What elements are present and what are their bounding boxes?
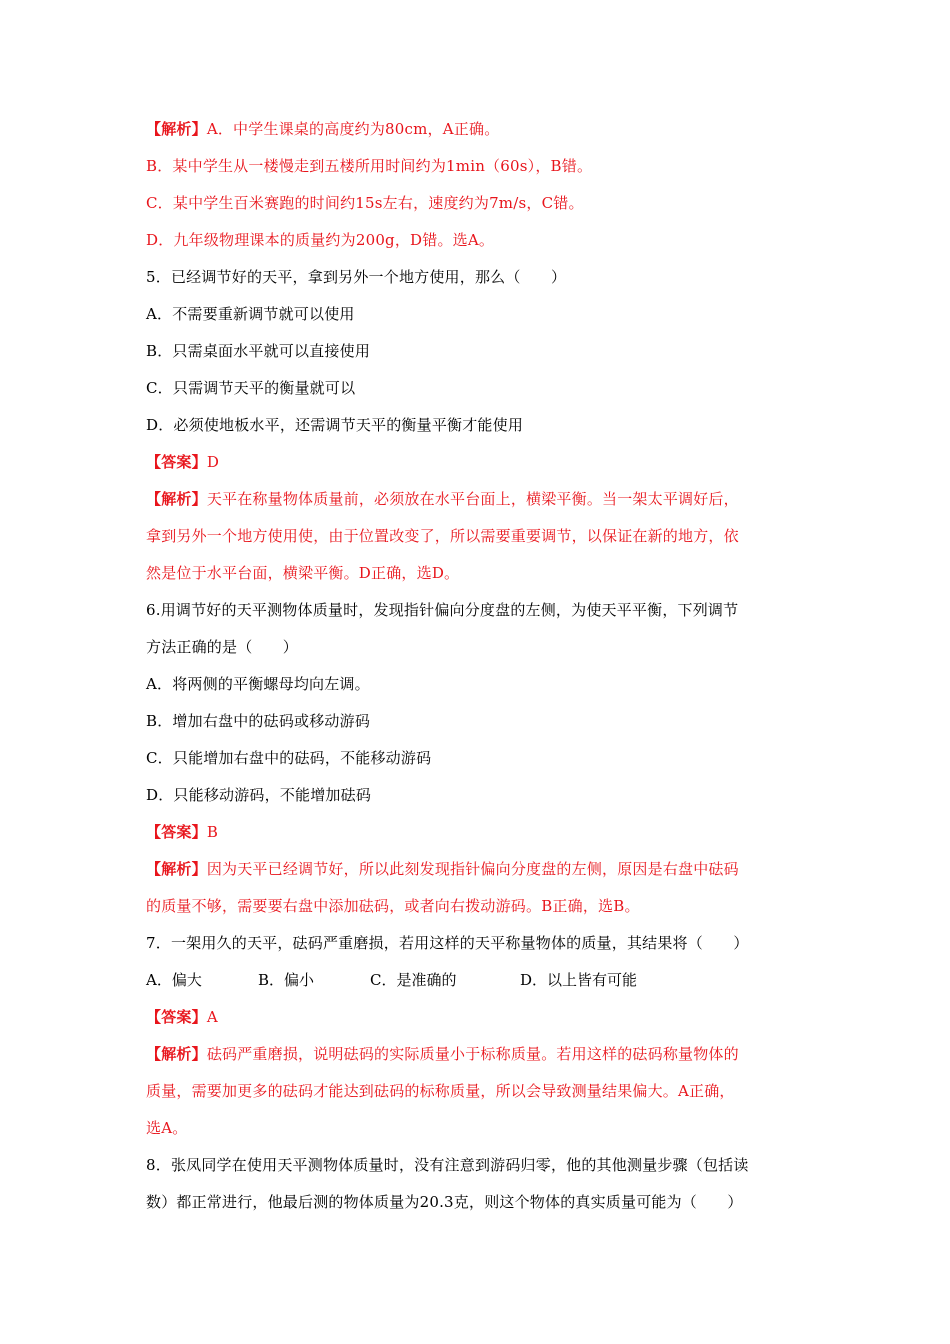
explanation-label: 【解析】 [146, 1045, 207, 1063]
question-5-stem [146, 267, 810, 287]
answer-line [146, 1007, 810, 1027]
explanation-text: 拿到另外一个地方使用使，由于位置改变了，所以需要重要调节，以保证在新的地方，依 [146, 527, 739, 545]
question-8-stem-continued [146, 1192, 810, 1212]
option-text: A．将两侧的平衡螺母均向左调。 [146, 675, 370, 693]
explanation-line [146, 193, 810, 213]
question-6-stem-continued [146, 637, 810, 657]
question-7-option-b [258, 970, 314, 990]
question-7-option-d [520, 970, 637, 990]
question-text: 8．张凤同学在使用天平测物体质量时，没有注意到游码归零，他的其他测量步骤（包括读 [146, 1156, 749, 1174]
question-text: 5．已经调节好的天平，拿到另外一个地方使用，那么（ ） [146, 268, 567, 286]
question-8-stem [146, 1155, 810, 1175]
answer-text: D [206, 453, 220, 471]
answer-line [146, 452, 810, 472]
explanation-text: D．九年级物理课本的质量约为200g，D错。选A。 [146, 231, 495, 249]
explanation-line [146, 526, 810, 546]
option-text: B．只需桌面水平就可以直接使用 [146, 342, 371, 360]
question-6-stem [146, 600, 810, 620]
option-text: B．增加右盘中的砝码或移动游码 [146, 712, 371, 730]
option-text: C．只需调节天平的衡量就可以 [146, 379, 356, 397]
question-5-option-b [146, 341, 810, 361]
answer-label: 【答案】 [146, 823, 207, 841]
explanation-label: 【解析】 [146, 860, 207, 878]
question-text: 方法正确的是（ ） [146, 638, 299, 656]
question-7-option-c [370, 970, 456, 990]
explanation-text: 的质量不够，需要要右盘中添加砝码，或者向右拨动游码。B正确，选B。 [146, 897, 640, 915]
question-6-option-d [146, 785, 810, 805]
explanation-line [146, 896, 810, 916]
explanation-line [146, 489, 810, 509]
explanation-line [146, 230, 810, 250]
option-text: A．不需要重新调节就可以使用 [146, 305, 355, 323]
explanation-text: 因为天平已经调节好，所以此刻发现指针偏向分度盘的左侧，原因是右盘中砝码 [206, 860, 739, 878]
explanation-line [146, 859, 810, 879]
explanation-label: 【解析】 [146, 490, 207, 508]
question-7-option-a [146, 970, 202, 990]
explanation-line [146, 1044, 810, 1064]
question-6-option-b [146, 711, 810, 731]
explanation-line [146, 156, 810, 176]
option-text: D．以上皆有可能 [520, 971, 638, 989]
explanation-text: 质量，需要加更多的砝码才能达到砝码的标称质量，所以会导致测量结果偏大。A正确， [146, 1082, 735, 1100]
question-5-option-d [146, 415, 810, 435]
answer-line [146, 822, 810, 842]
question-text: 6.用调节好的天平测物体质量时，发现指针偏向分度盘的左侧，为使天平平衡，下列调节 [146, 601, 739, 619]
answer-text: B [206, 823, 219, 841]
question-5-option-c [146, 378, 810, 398]
option-text: B．偏小 [258, 971, 315, 989]
explanation-text: 砝码严重磨损，说明砝码的实际质量小于标称质量。若用这样的砝码称量物体的 [206, 1045, 739, 1063]
option-text: C．是准确的 [370, 971, 457, 989]
question-6-option-c [146, 748, 810, 768]
explanation-text: A．中学生课桌的高度约为80cm，A正确。 [206, 120, 500, 138]
question-text: 数）都正常进行，他最后测的物体质量为20.3克，则这个物体的真实质量可能为（ ） [146, 1193, 743, 1211]
explanation-text: C．某中学生百米赛跑的时间约15s左右，速度约为7m/s，C错。 [146, 194, 584, 212]
answer-label: 【答案】 [146, 453, 207, 471]
explanation-line [146, 1118, 810, 1138]
answer-text: A [206, 1008, 218, 1026]
explanation-text: 选A。 [146, 1119, 188, 1137]
option-text: C．只能增加右盘中的砝码，不能移动游码 [146, 749, 432, 767]
explanation-line [146, 563, 810, 583]
explanation-label: 【解析】 [146, 120, 207, 138]
question-text: 7．一架用久的天平，砝码严重磨损，若用这样的天平称量物体的质量，其结果将（ ） [146, 934, 749, 952]
answer-label: 【答案】 [146, 1008, 207, 1026]
question-5-option-a [146, 304, 810, 324]
explanation-text: 天平在称量物体质量前，必须放在水平台面上，横梁平衡。当一架太平调好后， [206, 490, 739, 508]
explanation-text: B．某中学生从一楼慢走到五楼所用时间约为1min（60s），B错。 [146, 157, 593, 175]
option-text: A．偏大 [146, 971, 202, 989]
option-text: D．必须使地板水平，还需调节天平的衡量平衡才能使用 [146, 416, 524, 434]
explanation-line [146, 119, 810, 139]
explanation-text: 然是位于水平台面，横梁平衡。D正确，选D。 [146, 564, 460, 582]
explanation-line [146, 1081, 810, 1101]
question-6-option-a [146, 674, 810, 694]
question-7-stem [146, 933, 810, 953]
option-text: D．只能移动游码，不能增加砝码 [146, 786, 372, 804]
